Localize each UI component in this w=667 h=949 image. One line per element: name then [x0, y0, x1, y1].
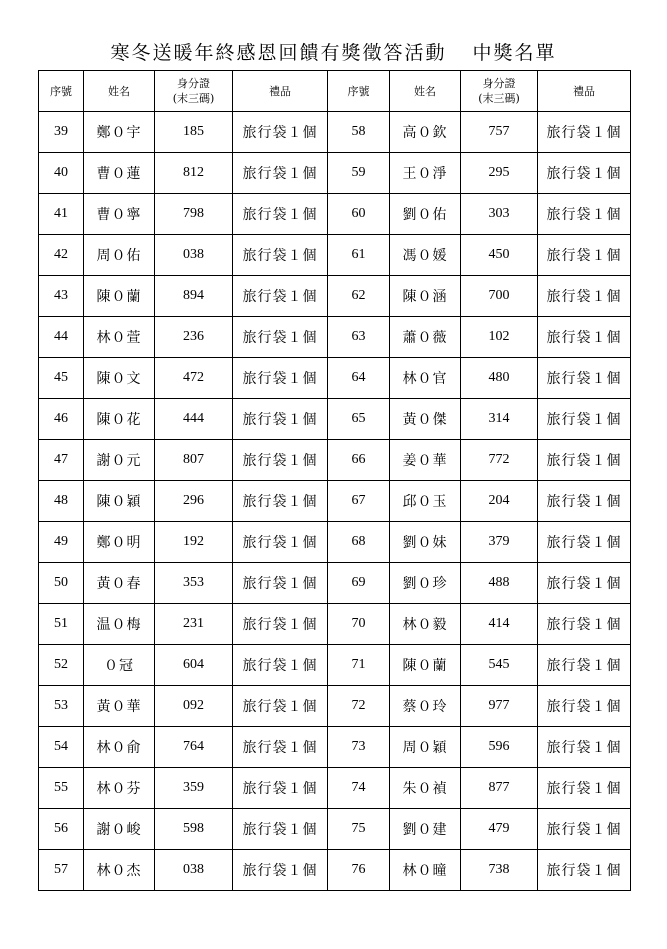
cell-prize: 旅行袋１個 [538, 358, 631, 399]
header-prize: 禮品 [538, 71, 631, 112]
cell-id: 414 [461, 604, 538, 645]
cell-prize: 旅行袋１個 [538, 686, 631, 727]
table-row [39, 153, 631, 194]
table-row [39, 112, 631, 153]
cell-id: 738 [461, 850, 538, 891]
table-row [39, 399, 631, 440]
table-row [39, 563, 631, 604]
cell-seq: 47 [39, 440, 84, 481]
cell-id: 204 [461, 481, 538, 522]
cell-name: 姜０華 [390, 440, 461, 481]
cell-name: 鄭０明 [84, 522, 155, 563]
cell-id: 977 [461, 686, 538, 727]
cell-seq: 69 [328, 563, 390, 604]
cell-name: 陳０文 [84, 358, 155, 399]
cell-name: 曹０蓮 [84, 153, 155, 194]
cell-id: 231 [155, 604, 233, 645]
cell-seq: 73 [328, 727, 390, 768]
cell-seq: 65 [328, 399, 390, 440]
cell-seq: 74 [328, 768, 390, 809]
cell-name: 劉０建 [390, 809, 461, 850]
cell-id: 314 [461, 399, 538, 440]
cell-seq: 72 [328, 686, 390, 727]
cell-seq: 60 [328, 194, 390, 235]
cell-seq: 66 [328, 440, 390, 481]
cell-seq: 68 [328, 522, 390, 563]
table-row [39, 768, 631, 809]
table-row [39, 481, 631, 522]
cell-name: 林０官 [390, 358, 461, 399]
cell-prize: 旅行袋１個 [538, 809, 631, 850]
cell-prize: 旅行袋１個 [538, 727, 631, 768]
cell-id: 472 [155, 358, 233, 399]
table-row [39, 194, 631, 235]
cell-id: 764 [155, 727, 233, 768]
cell-prize: 旅行袋１個 [538, 235, 631, 276]
cell-seq: 56 [39, 809, 84, 850]
cell-id: 359 [155, 768, 233, 809]
cell-seq: 64 [328, 358, 390, 399]
cell-name: ０冠 [84, 645, 155, 686]
cell-id: 295 [461, 153, 538, 194]
cell-prize: 旅行袋１個 [538, 276, 631, 317]
cell-prize: 旅行袋１個 [538, 481, 631, 522]
table-row [39, 276, 631, 317]
cell-name: 邱０玉 [390, 481, 461, 522]
cell-seq: 57 [39, 850, 84, 891]
cell-prize: 旅行袋１個 [233, 768, 328, 809]
cell-prize: 旅行袋１個 [538, 768, 631, 809]
cell-name: 黃０傑 [390, 399, 461, 440]
cell-name: 周０穎 [390, 727, 461, 768]
cell-name: 林０俞 [84, 727, 155, 768]
cell-prize: 旅行袋１個 [233, 522, 328, 563]
cell-seq: 55 [39, 768, 84, 809]
cell-prize: 旅行袋１個 [233, 358, 328, 399]
cell-name: 馮０媛 [390, 235, 461, 276]
header-row [39, 71, 631, 112]
cell-prize: 旅行袋１個 [538, 522, 631, 563]
table-row [39, 358, 631, 399]
cell-prize: 旅行袋１個 [233, 276, 328, 317]
cell-id: 604 [155, 645, 233, 686]
cell-seq: 49 [39, 522, 84, 563]
cell-id: 038 [155, 235, 233, 276]
cell-id: 596 [461, 727, 538, 768]
cell-prize: 旅行袋１個 [233, 809, 328, 850]
cell-seq: 75 [328, 809, 390, 850]
cell-name: 黃０華 [84, 686, 155, 727]
table-row [39, 522, 631, 563]
cell-id: 192 [155, 522, 233, 563]
cell-id: 545 [461, 645, 538, 686]
cell-id: 444 [155, 399, 233, 440]
cell-id: 379 [461, 522, 538, 563]
cell-prize: 旅行袋１個 [233, 686, 328, 727]
header-id-line2: (末三碼) [172, 92, 215, 105]
cell-id: 092 [155, 686, 233, 727]
header-id [155, 71, 233, 112]
cell-seq: 63 [328, 317, 390, 358]
cell-name: 黃０春 [84, 563, 155, 604]
title-main: 寒冬送暖年終感恩回饋有獎徵答活動 [110, 42, 447, 64]
cell-name: 高０欽 [390, 112, 461, 153]
cell-id: 488 [461, 563, 538, 604]
cell-name: 周０佑 [84, 235, 155, 276]
cell-id: 236 [155, 317, 233, 358]
cell-name: 陳０穎 [84, 481, 155, 522]
cell-seq: 59 [328, 153, 390, 194]
table-row [39, 317, 631, 358]
cell-name: 曹０寧 [84, 194, 155, 235]
cell-id: 038 [155, 850, 233, 891]
cell-id: 812 [155, 153, 233, 194]
cell-name: 蕭０薇 [390, 317, 461, 358]
cell-name: 林０杰 [84, 850, 155, 891]
cell-prize: 旅行袋１個 [538, 317, 631, 358]
table-row [39, 235, 631, 276]
table-row [39, 809, 631, 850]
cell-seq: 52 [39, 645, 84, 686]
cell-prize: 旅行袋１個 [538, 850, 631, 891]
cell-name: 陳０蘭 [390, 645, 461, 686]
cell-prize: 旅行袋１個 [538, 194, 631, 235]
cell-prize: 旅行袋１個 [233, 317, 328, 358]
table-row [39, 727, 631, 768]
header-id-line2: (末三碼) [478, 92, 520, 105]
cell-prize: 旅行袋１個 [233, 563, 328, 604]
cell-seq: 46 [39, 399, 84, 440]
cell-seq: 53 [39, 686, 84, 727]
cell-seq: 54 [39, 727, 84, 768]
cell-name: 謝０峻 [84, 809, 155, 850]
cell-seq: 71 [328, 645, 390, 686]
cell-seq: 62 [328, 276, 390, 317]
cell-prize: 旅行袋１個 [233, 153, 328, 194]
cell-id: 798 [155, 194, 233, 235]
cell-id: 353 [155, 563, 233, 604]
cell-name: 陳０花 [84, 399, 155, 440]
cell-seq: 61 [328, 235, 390, 276]
cell-prize: 旅行袋１個 [233, 481, 328, 522]
cell-prize: 旅行袋１個 [538, 440, 631, 481]
cell-seq: 45 [39, 358, 84, 399]
header-id [461, 71, 538, 112]
cell-prize: 旅行袋１個 [538, 604, 631, 645]
cell-id: 807 [155, 440, 233, 481]
cell-prize: 旅行袋１個 [233, 727, 328, 768]
cell-name: 謝０元 [84, 440, 155, 481]
cell-prize: 旅行袋１個 [538, 153, 631, 194]
cell-prize: 旅行袋１個 [233, 604, 328, 645]
cell-id: 296 [155, 481, 233, 522]
cell-prize: 旅行袋１個 [233, 194, 328, 235]
header-prize: 禮品 [233, 71, 328, 112]
cell-id: 480 [461, 358, 538, 399]
cell-seq: 41 [39, 194, 84, 235]
cell-prize: 旅行袋１個 [538, 399, 631, 440]
cell-id: 894 [155, 276, 233, 317]
table-row [39, 686, 631, 727]
cell-id: 877 [461, 768, 538, 809]
cell-seq: 76 [328, 850, 390, 891]
cell-id: 772 [461, 440, 538, 481]
cell-id: 598 [155, 809, 233, 850]
cell-prize: 旅行袋１個 [233, 440, 328, 481]
cell-prize: 旅行袋１個 [538, 112, 631, 153]
winners-table [38, 70, 631, 891]
cell-id: 450 [461, 235, 538, 276]
cell-seq: 58 [328, 112, 390, 153]
cell-name: 温０梅 [84, 604, 155, 645]
cell-seq: 44 [39, 317, 84, 358]
cell-name: 鄭０宇 [84, 112, 155, 153]
cell-id: 700 [461, 276, 538, 317]
cell-name: 劉０珍 [390, 563, 461, 604]
table-row [39, 604, 631, 645]
header-name: 姓名 [390, 71, 461, 112]
cell-name: 劉０妹 [390, 522, 461, 563]
cell-name: 林０毅 [390, 604, 461, 645]
page-title [0, 38, 667, 65]
cell-id: 185 [155, 112, 233, 153]
header-name: 姓名 [84, 71, 155, 112]
header-id-line1: 身分證 [482, 77, 516, 90]
cell-seq: 70 [328, 604, 390, 645]
cell-name: 朱０禎 [390, 768, 461, 809]
table-body [39, 112, 631, 891]
cell-name: 王０淨 [390, 153, 461, 194]
cell-id: 479 [461, 809, 538, 850]
header-id-line1: 身分證 [177, 77, 210, 90]
cell-id: 102 [461, 317, 538, 358]
cell-name: 陳０蘭 [84, 276, 155, 317]
cell-prize: 旅行袋１個 [233, 850, 328, 891]
table-row [39, 440, 631, 481]
cell-seq: 40 [39, 153, 84, 194]
cell-seq: 50 [39, 563, 84, 604]
cell-prize: 旅行袋１個 [233, 399, 328, 440]
cell-name: 林０曈 [390, 850, 461, 891]
cell-prize: 旅行袋１個 [233, 112, 328, 153]
table-row [39, 645, 631, 686]
cell-id: 303 [461, 194, 538, 235]
cell-prize: 旅行袋１個 [538, 645, 631, 686]
cell-name: 劉０佑 [390, 194, 461, 235]
header-seq: 序號 [328, 71, 390, 112]
cell-name: 陳０涵 [390, 276, 461, 317]
cell-prize: 旅行袋１個 [233, 645, 328, 686]
cell-seq: 42 [39, 235, 84, 276]
table-row [39, 850, 631, 891]
header-seq: 序號 [39, 71, 84, 112]
cell-name: 蔡０玲 [390, 686, 461, 727]
cell-name: 林０芬 [84, 768, 155, 809]
cell-seq: 48 [39, 481, 84, 522]
cell-name: 林０萱 [84, 317, 155, 358]
title-sub: 中獎名單 [472, 42, 557, 64]
cell-seq: 39 [39, 112, 84, 153]
cell-prize: 旅行袋１個 [233, 235, 328, 276]
cell-seq: 51 [39, 604, 84, 645]
cell-id: 757 [461, 112, 538, 153]
cell-seq: 43 [39, 276, 84, 317]
cell-seq: 67 [328, 481, 390, 522]
cell-prize: 旅行袋１個 [538, 563, 631, 604]
